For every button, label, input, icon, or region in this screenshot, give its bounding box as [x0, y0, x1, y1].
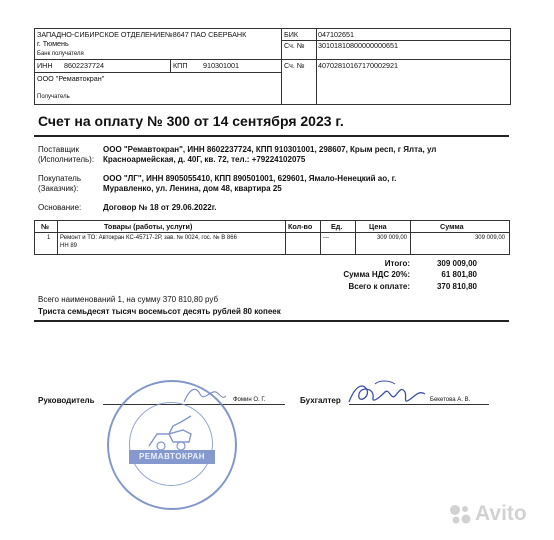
bank-receiver-label: Банк получателя [37, 51, 84, 57]
kpp-label: КПП [173, 61, 188, 70]
row-num: 1 [47, 235, 51, 241]
director-name: Фомин О. Г. [233, 397, 266, 403]
supplier-line-1: ООО "Ремавтокран", ИНН 8602237724, КПП 910301001, 298607, Крым респ, г Ялта, ул [103, 145, 437, 154]
avito-watermark [448, 501, 548, 527]
receiver-name: ООО "Ремавтокран" [37, 74, 105, 83]
bank-name: ЗАПАДНО-СИБИРСКОЕ ОТДЕЛЕНИЕ№8647 ПАО СБЕРБАНК [37, 30, 247, 39]
invoice-title: Счет на оплату № 300 от 14 сентября 2023 г. [38, 113, 344, 129]
vat-value: 61 801,80 [441, 270, 477, 279]
accountant-signature-icon [345, 376, 430, 416]
total-label: Итого: [384, 259, 410, 268]
supplier-sublabel: (Исполнитель): [38, 155, 95, 164]
row-unit: --- [323, 235, 329, 241]
total-value: 309 009,00 [436, 259, 477, 268]
company-seal-icon [107, 380, 237, 510]
avito-logo-icon [448, 503, 472, 525]
buyer-line-2: Муравленко, ул. Ленина, дом 48, квартира 25 [103, 184, 282, 193]
goods-header-qty: Кол-во [288, 222, 313, 231]
basis-value: Договор № 18 от 29.06.2022г. [103, 203, 217, 212]
accountant-name: Бекетова А. В. [430, 397, 471, 403]
goods-header-price: Цена [369, 222, 387, 231]
supplier-label: Поставщик [38, 145, 80, 154]
account-label: Сч. № [284, 61, 305, 70]
account-value: 40702810167170002921 [318, 61, 398, 70]
summary-underline [34, 320, 509, 322]
receiver-label: Получатель [37, 94, 70, 100]
director-label: Руководитель [38, 396, 95, 405]
inn-label: ИНН [37, 61, 53, 70]
corr-account-value: 30101810800000000651 [318, 41, 398, 50]
vat-label: Сумма НДС 20%: [343, 270, 410, 279]
row-price: 309 009,00 [376, 235, 407, 241]
buyer-label: Покупатель [38, 174, 81, 183]
goods-header-name: Товары (работы, услуги) [104, 222, 193, 231]
bank-details-table [34, 28, 511, 105]
goods-header-num: № [41, 222, 50, 231]
row-name-line-2: НН 89 [60, 243, 78, 249]
basis-label: Основание: [38, 203, 82, 212]
accountant-label: Бухгалтер [300, 396, 341, 405]
corr-account-label: Сч. № [284, 41, 305, 50]
goods-header-unit: Ед. [331, 222, 343, 231]
stamp-name: РЕМАВТОКРАН [129, 450, 215, 464]
row-sum: 309 009,00 [474, 235, 505, 241]
kpp-value: 910301001 [203, 61, 239, 70]
buyer-line-1: ООО "ЛГ", ИНН 8905055410, КПП 890501001, 629601, Ямало-Ненецкий ао, г. [103, 174, 397, 183]
inn-value: 8602237724 [64, 61, 104, 70]
pay-value: 370 810,80 [436, 282, 477, 291]
summary-count: Всего наименований 1, на сумму 370 810,80 руб [38, 295, 219, 304]
goods-header-sum: Сумма [440, 222, 464, 231]
buyer-sublabel: (Заказчик): [38, 184, 79, 193]
pay-label: Всего к оплате: [348, 282, 410, 291]
avito-text: Avito [475, 502, 527, 525]
title-underline [34, 135, 509, 137]
row-name-line-1: Ремонт и ТО: Автокран КС-45717-2Р, зав. № 0024, гос. № В 866 [60, 235, 237, 241]
supplier-line-2: Красноармейская, д. 40Г, кв. 72, тел.: +79224102075 [103, 155, 306, 164]
bik-label: БИК [284, 30, 299, 39]
bik-value: 047102651 [318, 30, 354, 39]
bank-city: г. Тюмень [37, 39, 69, 48]
summary-words: Триста семьдесят тысяч восемьсот десять рублей 80 копеек [38, 307, 281, 316]
